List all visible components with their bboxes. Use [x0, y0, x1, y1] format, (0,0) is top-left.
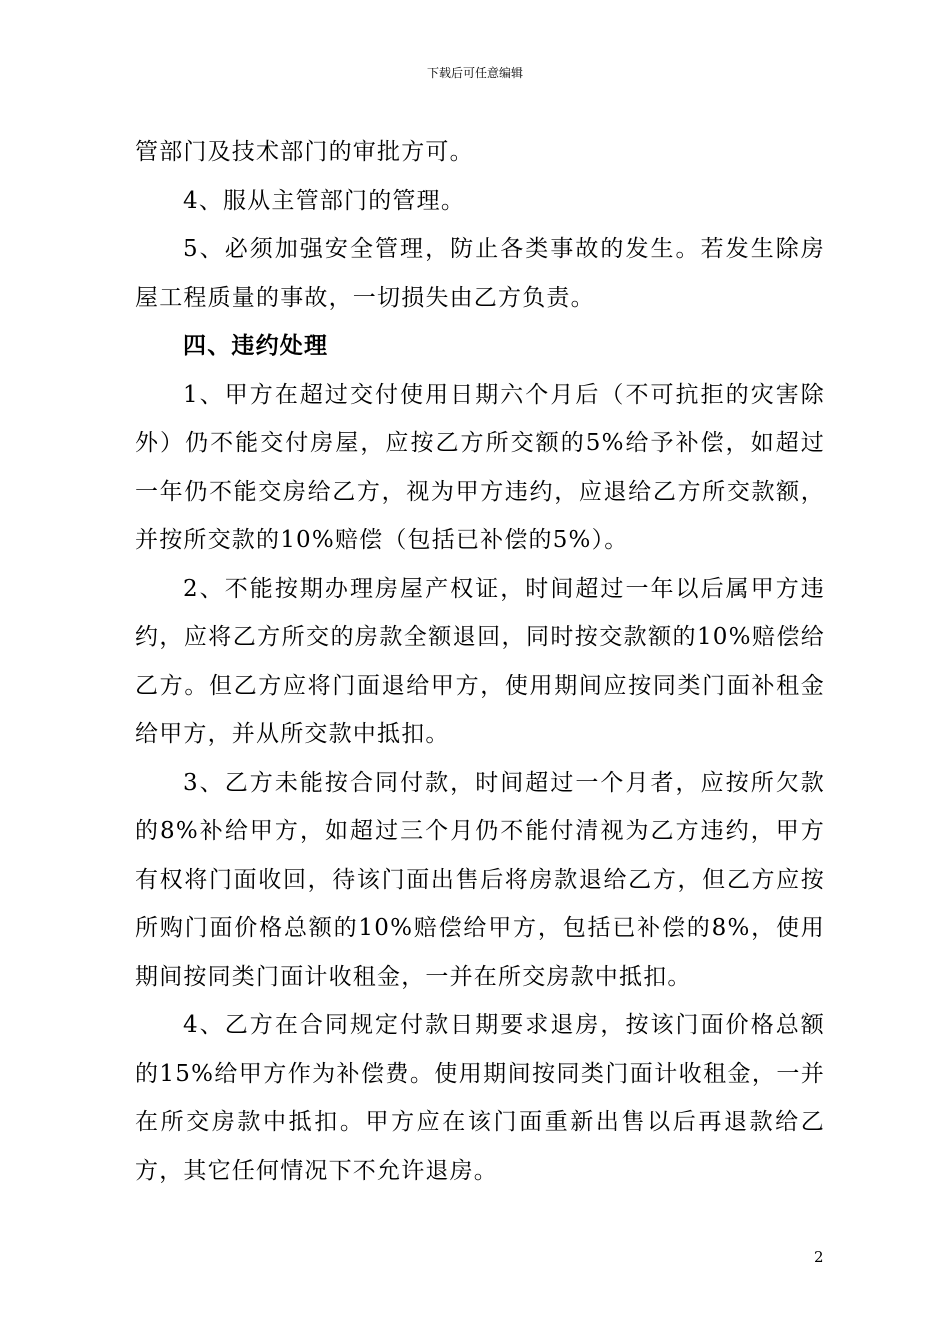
section-heading: 四、违约处理	[183, 332, 329, 359]
paragraph: 2、不能按期办理房屋产权证，时间超过一年以后属甲方违约，应将乙方所交的房款全额退回，同时按交款额的10%赔偿给乙方。但乙方应将门面退给甲方，使用期间应按同类门面补租金给甲方，并从所交款中抵扣。	[135, 575, 825, 747]
paragraph: 4、乙方在合同规定付款日期要求退房，按该门面价格总额的15%给甲方作为补偿费。使用期间按同类门面计收租金，一并在所交房款中抵扣。甲方应在该门面重新出售以后再退款给乙方，其它任何情况下不允许退房。	[135, 1012, 825, 1184]
document-body	[135, 128, 825, 1195]
paragraph: 1、甲方在超过交付使用日期六个月后（不可抗拒的灾害除外）仍不能交付房屋，应按乙方所交额的5%给予补偿，如超过一年仍不能交房给乙方，视为甲方违约，应退给乙方所交款额，并按所交款的10%赔偿（包括已补偿的5%）。	[135, 381, 825, 553]
paragraph: 3、乙方未能按合同付款，时间超过一个月者，应按所欠款的8%补给甲方，如超过三个月仍不能付清视为乙方违约，甲方有权将门面收回，待该门面出售后将房款退给乙方，但乙方应按所购门面价格总额的10%赔偿给甲方，包括已补偿的8%，使用期间按同类门面计收租金，一并在所交房款中抵扣。	[135, 769, 825, 990]
paragraph: 5、必须加强安全管理，防止各类事故的发生。若发生除房屋工程质量的事故，一切损失由乙方负责。	[135, 236, 825, 311]
page-number: 2	[814, 1248, 824, 1266]
paragraph: 管部门及技术部门的审批方可。	[135, 139, 474, 165]
page-header: 下载后可任意编辑	[426, 66, 523, 80]
paragraph: 4、服从主管部门的管理。	[183, 187, 466, 214]
